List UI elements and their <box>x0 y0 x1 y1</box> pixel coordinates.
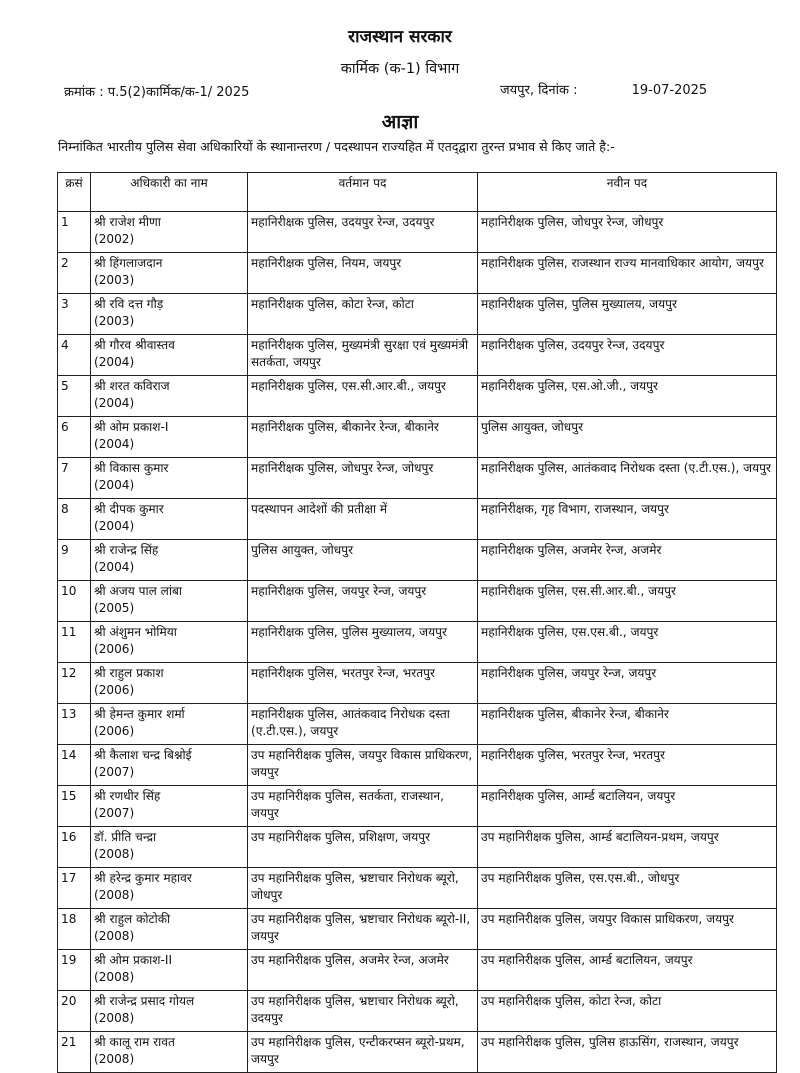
serial-cell: 8 <box>58 499 91 540</box>
reference-number: प.5(2)कार्मिक/क-1/ 2025 <box>107 85 250 100</box>
officer-cell <box>91 622 248 663</box>
officer-cell <box>91 417 248 458</box>
officer-name: श्री गौरव श्रीवास्तव <box>94 338 175 352</box>
officer-batch-year: (2004) <box>94 355 135 369</box>
current-post-cell: महानिरीक्षक पुलिस, आतंकवाद निरोधक दस्ता (ए.टी.एस.), जयपुर <box>248 704 478 745</box>
serial-cell: 15 <box>58 786 91 827</box>
current-post-cell: महानिरीक्षक पुलिस, जयपुर रेन्ज, जयपुर <box>248 581 478 622</box>
officer-name: श्री अजय पाल लांबा <box>94 584 183 598</box>
serial-cell: 7 <box>58 458 91 499</box>
current-post-cell: उप महानिरीक्षक पुलिस, सतर्कता, राजस्थान, जयपुर <box>248 786 478 827</box>
officer-cell <box>91 950 248 991</box>
table-row <box>58 745 777 786</box>
officer-name: श्री हरेन्द्र कुमार महावर <box>94 871 192 885</box>
current-post-cell: उप महानिरीक्षक पुलिस, भ्रष्टाचार निरोधक ब्यूरो-II, जयपुर <box>248 909 478 950</box>
serial-cell: 21 <box>58 1032 91 1073</box>
officer-cell <box>91 991 248 1032</box>
serial-cell: 13 <box>58 704 91 745</box>
date-label: जयपुर, दिनांक : <box>500 83 578 98</box>
new-post-cell: उप महानिरीक्षक पुलिस, आर्म्ड बटालियन, जयपुर <box>478 950 777 991</box>
order-intro: निम्नांकित भारतीय पुलिस सेवा अधिकारियों के स्थानान्तरण / पदस्थापन राज्यहित में एतद्‌द्वारा तुरन्त प्रभाव से किए जाते है:- <box>58 139 615 154</box>
table-row <box>58 458 777 499</box>
officer-cell <box>91 581 248 622</box>
officer-batch-year: (2007) <box>94 806 135 820</box>
officer-cell <box>91 212 248 253</box>
current-post-cell: महानिरीक्षक पुलिस, पुलिस मुख्यालय, जयपुर <box>248 622 478 663</box>
officer-batch-year: (2007) <box>94 765 135 779</box>
serial-cell: 3 <box>58 294 91 335</box>
officer-batch-year: (2004) <box>94 437 135 451</box>
officer-batch-year: (2008) <box>94 1052 135 1066</box>
serial-cell: 12 <box>58 663 91 704</box>
officer-name: श्री राहुल प्रकाश <box>94 666 164 680</box>
table-row <box>58 827 777 868</box>
officer-batch-year: (2008) <box>94 1011 135 1025</box>
officer-name: श्री विकास कुमार <box>94 461 169 475</box>
officer-cell <box>91 663 248 704</box>
header-new-post: नवीन पद <box>478 173 777 212</box>
current-post-cell: पुलिस आयुक्त, जोधपुर <box>248 540 478 581</box>
header-current-post: वर्तमान पद <box>248 173 478 212</box>
current-post-cell: महानिरीक्षक पुलिस, एस.सी.आर.बी., जयपुर <box>248 376 478 417</box>
current-post-cell: महानिरीक्षक पुलिस, मुख्यमंत्री सुरक्षा एवं मुख्यमंत्री सतर्कता, जयपुर <box>248 335 478 376</box>
officer-cell <box>91 253 248 294</box>
serial-cell: 17 <box>58 868 91 909</box>
table-row <box>58 376 777 417</box>
serial-cell: 6 <box>58 417 91 458</box>
table-header-row <box>58 173 777 212</box>
current-post-cell: महानिरीक्षक पुलिस, जोधपुर रेन्ज, जोधपुर <box>248 458 478 499</box>
current-post-cell: महानिरीक्षक पुलिस, भरतपुर रेन्ज, भरतपुर <box>248 663 478 704</box>
table-row <box>58 991 777 1032</box>
officer-cell <box>91 1032 248 1073</box>
new-post-cell: महानिरीक्षक पुलिस, भरतपुर रेन्ज, भरतपुर <box>478 745 777 786</box>
new-post-cell: महानिरीक्षक पुलिस, राजस्थान राज्य मानवाधिकार आयोग, जयपुर <box>478 253 777 294</box>
officer-name: श्री कैलाश चन्द्र बिश्नोई <box>94 748 192 762</box>
table-row <box>58 499 777 540</box>
new-post-cell: उप महानिरीक्षक पुलिस, पुलिस हाऊसिंग, राजस्थान, जयपुर <box>478 1032 777 1073</box>
serial-cell: 5 <box>58 376 91 417</box>
department-heading: कार्मिक (क-1) विभाग <box>340 61 460 77</box>
table-row <box>58 622 777 663</box>
new-post-cell: महानिरीक्षक पुलिस, बीकानेर रेन्ज, बीकानेर <box>478 704 777 745</box>
officer-batch-year: (2006) <box>94 642 135 656</box>
officer-name: श्री ओम प्रकाश-II <box>94 953 173 967</box>
date-line <box>500 80 707 98</box>
table-row <box>58 417 777 458</box>
new-post-cell: महानिरीक्षक पुलिस, अजमेर रेन्ज, अजमेर <box>478 540 777 581</box>
new-post-cell: उप महानिरीक्षक पुलिस, आर्म्ड बटालियन-प्रथम, जयपुर <box>478 827 777 868</box>
table-row <box>58 335 777 376</box>
serial-cell: 14 <box>58 745 91 786</box>
new-post-cell: उप महानिरीक्षक पुलिस, एस.एस.बी., जोधपुर <box>478 868 777 909</box>
officer-batch-year: (2005) <box>94 601 135 615</box>
officer-batch-year: (2006) <box>94 724 135 738</box>
new-post-cell: महानिरीक्षक पुलिस, पुलिस मुख्यालय, जयपुर <box>478 294 777 335</box>
serial-cell: 10 <box>58 581 91 622</box>
current-post-cell: उप महानिरीक्षक पुलिस, भ्रष्टाचार निरोधक ब्यूरो, जोधपुर <box>248 868 478 909</box>
officer-cell <box>91 868 248 909</box>
table-row <box>58 909 777 950</box>
table-row <box>58 663 777 704</box>
officer-cell <box>91 745 248 786</box>
serial-cell: 16 <box>58 827 91 868</box>
officer-cell <box>91 786 248 827</box>
table-row <box>58 786 777 827</box>
current-post-cell: महानिरीक्षक पुलिस, उदयपुर रेन्ज, उदयपुर <box>248 212 478 253</box>
officer-name: श्री हिंगलाजदान <box>94 256 163 270</box>
serial-cell: 1 <box>58 212 91 253</box>
officer-batch-year: (2008) <box>94 888 135 902</box>
current-post-cell: उप महानिरीक्षक पुलिस, अजमेर रेन्ज, अजमेर <box>248 950 478 991</box>
serial-cell: 4 <box>58 335 91 376</box>
officer-name: श्री शरत कविराज <box>94 379 170 393</box>
officer-name: श्री अंशुमन भोमिया <box>94 625 177 639</box>
new-post-cell: महानिरीक्षक पुलिस, एस.एस.बी., जयपुर <box>478 622 777 663</box>
officer-name: श्री राजेन्द्र सिंह <box>94 543 159 557</box>
officer-cell <box>91 827 248 868</box>
officer-name: श्री हेमन्त कुमार शर्मा <box>94 707 185 721</box>
new-post-cell: महानिरीक्षक, गृह विभाग, राजस्थान, जयपुर <box>478 499 777 540</box>
new-post-cell: महानिरीक्षक पुलिस, आर्म्ड बटालियन, जयपुर <box>478 786 777 827</box>
officer-batch-year: (2004) <box>94 478 135 492</box>
officer-batch-year: (2003) <box>94 273 135 287</box>
serial-cell: 2 <box>58 253 91 294</box>
officer-batch-year: (2004) <box>94 560 135 574</box>
serial-cell: 9 <box>58 540 91 581</box>
current-post-cell: महानिरीक्षक पुलिस, नियम, जयपुर <box>248 253 478 294</box>
table-row <box>58 253 777 294</box>
current-post-cell: उप महानिरीक्षक पुलिस, एन्टीकरप्सन ब्यूरो-प्रथम, जयपुर <box>248 1032 478 1073</box>
officer-cell <box>91 458 248 499</box>
current-post-cell: महानिरीक्षक पुलिस, बीकानेर रेन्ज, बीकानेर <box>248 417 478 458</box>
transfer-table <box>57 172 777 1073</box>
table-row <box>58 1032 777 1073</box>
date-value: 19-07-2025 <box>631 83 708 98</box>
new-post-cell: उप महानिरीक्षक पुलिस, जयपुर विकास प्राधिकरण, जयपुर <box>478 909 777 950</box>
table-row <box>58 212 777 253</box>
officer-cell <box>91 294 248 335</box>
officer-cell <box>91 335 248 376</box>
officer-name: डॉ. प्रीति चन्द्रा <box>94 830 157 844</box>
table-row <box>58 704 777 745</box>
serial-cell: 19 <box>58 950 91 991</box>
table-row <box>58 294 777 335</box>
new-post-cell: उप महानिरीक्षक पुलिस, कोटा रेन्ज, कोटा <box>478 991 777 1032</box>
officer-batch-year: (2003) <box>94 314 135 328</box>
header-officer-name: अधिकारी का नाम <box>91 173 248 212</box>
new-post-cell: महानिरीक्षक पुलिस, जोधपुर रेन्ज, जोधपुर <box>478 212 777 253</box>
officer-batch-year: (2002) <box>94 232 135 246</box>
officer-cell <box>91 909 248 950</box>
officer-batch-year: (2008) <box>94 970 135 984</box>
serial-cell: 18 <box>58 909 91 950</box>
officer-cell <box>91 376 248 417</box>
new-post-cell: महानिरीक्षक पुलिस, आतंकवाद निरोधक दस्ता (ए.टी.एस.), जयपुर <box>478 458 777 499</box>
officer-name: श्री रणधीर सिंह <box>94 789 161 803</box>
officer-batch-year: (2008) <box>94 847 135 861</box>
officer-name: श्री ओम प्रकाश-I <box>94 420 169 434</box>
table-row <box>58 581 777 622</box>
serial-cell: 20 <box>58 991 91 1032</box>
current-post-cell: महानिरीक्षक पुलिस, कोटा रेन्ज, कोटा <box>248 294 478 335</box>
current-post-cell: पदस्थापन आदेशों की प्रतीक्षा में <box>248 499 478 540</box>
officer-batch-year: (2004) <box>94 519 135 533</box>
officer-name: श्री दीपक कुमार <box>94 502 164 516</box>
officer-cell <box>91 499 248 540</box>
table-row <box>58 868 777 909</box>
officer-name: श्री राहुल कोटोकी <box>94 912 171 926</box>
current-post-cell: उप महानिरीक्षक पुलिस, प्रशिक्षण, जयपुर <box>248 827 478 868</box>
current-post-cell: उप महानिरीक्षक पुलिस, जयपुर विकास प्राधिकरण, जयपुर <box>248 745 478 786</box>
officer-name: श्री रवि दत्त गौड़ <box>94 297 164 311</box>
government-heading: राजस्थान सरकार <box>348 27 452 47</box>
current-post-cell: उप महानिरीक्षक पुलिस, भ्रष्टाचार निरोधक ब्यूरो, उदयपुर <box>248 991 478 1032</box>
officer-batch-year: (2008) <box>94 929 135 943</box>
serial-cell: 11 <box>58 622 91 663</box>
reference-label: क्रमांक : <box>64 85 104 100</box>
reference-line <box>64 82 249 100</box>
new-post-cell: महानिरीक्षक पुलिस, उदयपुर रेन्ज, उदयपुर <box>478 335 777 376</box>
officer-batch-year: (2006) <box>94 683 135 697</box>
officer-name: श्री राजेन्द्र प्रसाद गोयल <box>94 994 195 1008</box>
table-row <box>58 950 777 991</box>
new-post-cell: महानिरीक्षक पुलिस, एस.सी.आर.बी., जयपुर <box>478 581 777 622</box>
order-title: आज्ञा <box>381 111 419 133</box>
officer-name: श्री राजेश मीणा <box>94 215 161 229</box>
header-serial: क्रसं <box>58 173 91 212</box>
new-post-cell: महानिरीक्षक पुलिस, जयपुर रेन्ज, जयपुर <box>478 663 777 704</box>
new-post-cell: पुलिस आयुक्त, जोधपुर <box>478 417 777 458</box>
officer-cell <box>91 540 248 581</box>
new-post-cell: महानिरीक्षक पुलिस, एस.ओ.जी., जयपुर <box>478 376 777 417</box>
officer-name: श्री कालू राम रावत <box>94 1035 175 1049</box>
officer-batch-year: (2004) <box>94 396 135 410</box>
table-row <box>58 540 777 581</box>
officer-cell <box>91 704 248 745</box>
